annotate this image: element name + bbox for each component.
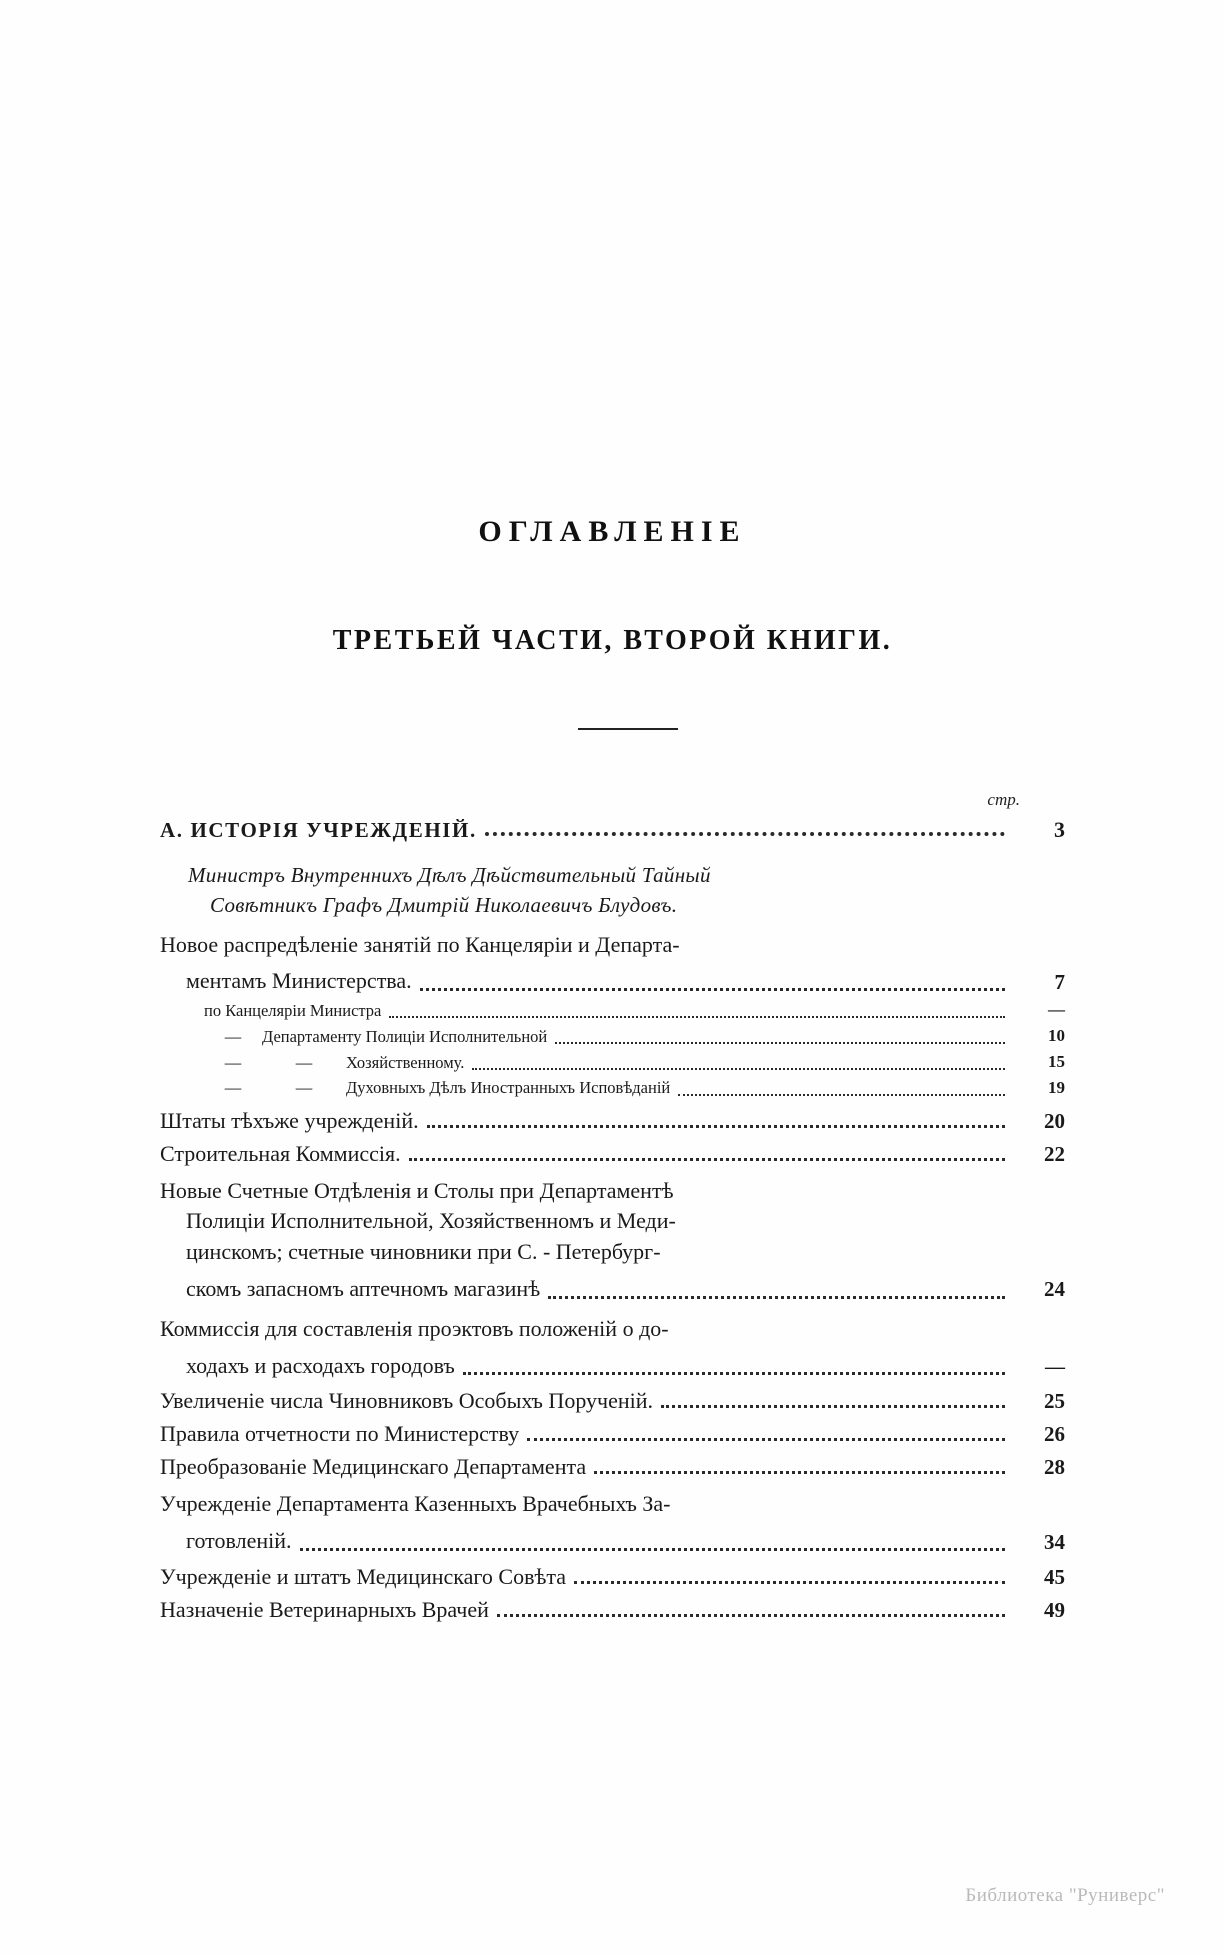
page-subtitle: ТРЕТЬЕЙ ЧАСТИ, ВТОРОЙ КНИГИ. [332, 625, 893, 656]
leader-dots [678, 1091, 1005, 1096]
toc-entry [160, 1454, 1065, 1480]
leader-dots [497, 1611, 1005, 1617]
leader-dots [555, 1039, 1005, 1044]
toc-entry-page: 34 [1044, 1529, 1065, 1554]
toc-entry [160, 930, 1065, 1101]
leader-dots [427, 1122, 1005, 1128]
toc-subentry-label: Хозяйственному. [346, 1052, 465, 1072]
toc-entry [160, 1489, 1065, 1557]
table-of-contents [160, 815, 1065, 1623]
page-column-header: стр. [987, 790, 1020, 809]
toc-entry-line: ментамъ Министерства. [186, 968, 412, 994]
toc-entry-line: Коммиссія для составленія проэктовъ положеній о до- [160, 1315, 669, 1341]
toc-entry-page: 22 [1044, 1141, 1065, 1166]
toc-note [188, 861, 1065, 921]
leader-dots [548, 1293, 1005, 1299]
toc-entry-line: Правила отчетности по Министерству [160, 1421, 520, 1447]
toc-entry-line: Учрежденіе Департамента Казенныхъ Врачебныхъ За- [160, 1491, 671, 1517]
toc-entry-page: — [1045, 1356, 1065, 1379]
toc-subentry-dash: — [295, 1052, 313, 1072]
toc-note-line-1: Министръ Внутреннихъ Дѣлъ Дѣйствительный Тайный [188, 863, 711, 887]
toc-subentry [204, 1049, 1065, 1075]
toc-entry-line: Учрежденіе и штатъ Медицинскаго Совѣта [160, 1563, 567, 1589]
toc-entry-line: Увеличеніе числа Чиновниковъ Особыхъ Порученій. [160, 1388, 654, 1414]
divider-rule [578, 728, 678, 730]
leader-dots [420, 985, 1005, 991]
toc-entry-line: скомъ запасномъ аптечномъ магазинѣ [186, 1275, 541, 1301]
toc-subentry [204, 1023, 1065, 1049]
toc-entry-line: Полиціи Исполнительной, Хозяйственномъ и Меди- [186, 1208, 676, 1234]
toc-entry-page: 24 [1044, 1277, 1065, 1302]
toc-entry-line: цинскомъ; счетные чиновники при С. - Петербург- [186, 1239, 661, 1265]
toc-entry-line: Преобразованіе Медицинскаго Департамента [160, 1454, 587, 1480]
toc-entry [160, 1421, 1065, 1447]
toc-entry-page: 28 [1044, 1455, 1065, 1480]
toc-subentry-dash: — [224, 1078, 242, 1098]
toc-entry [160, 1564, 1065, 1590]
toc-subentries [204, 997, 1065, 1100]
toc-section-heading [160, 817, 1065, 843]
toc-entry-page: 26 [1044, 1422, 1065, 1447]
leader-dots [472, 1065, 1005, 1070]
toc-entry-line: Штаты тѣхъже учрежденій. [160, 1107, 419, 1133]
leader-dots [527, 1435, 1005, 1441]
toc-subentry-page: — [1048, 1000, 1065, 1020]
toc-entry-page: 25 [1044, 1389, 1065, 1414]
toc-subentry [204, 997, 1065, 1023]
library-watermark: Библиотека "Руниверс" [965, 1885, 1165, 1906]
toc-entry-line: готовленій. [186, 1528, 292, 1554]
toc-entry-line: Назначеніе Ветеринарныхъ Врачей [160, 1596, 489, 1622]
toc-subentry-page: 19 [1048, 1077, 1065, 1097]
toc-entry-line: ходахъ и расходахъ городовъ [186, 1352, 455, 1378]
leader-dots [463, 1369, 1005, 1375]
toc-entry [160, 1141, 1065, 1167]
toc-subentry-label: Департаменту Полиціи Исполнительной [262, 1026, 548, 1046]
toc-entry-page: 20 [1044, 1108, 1065, 1133]
toc-section-page: 3 [1054, 817, 1065, 842]
toc-subentry-dash: — [224, 1026, 242, 1046]
toc-entry [160, 1314, 1065, 1382]
leader-dots [485, 829, 1005, 836]
leader-dots [300, 1545, 1005, 1551]
toc-subentry-page: 10 [1048, 1026, 1065, 1046]
leader-dots [409, 1155, 1005, 1161]
toc-subentry-label: по Канцеляріи Министра [204, 1000, 382, 1020]
page-title: ОГЛАВЛЕНІЕ [478, 515, 747, 548]
leader-dots [389, 1013, 1005, 1018]
toc-subentry-page: 15 [1048, 1051, 1065, 1071]
toc-entry-line: Новое распредѣленіе занятій по Канцеляріи и Департа- [160, 931, 680, 957]
toc-entry-page: 45 [1044, 1564, 1065, 1589]
toc-entry-page: 49 [1044, 1597, 1065, 1622]
toc-entry [160, 1108, 1065, 1134]
leader-dots [594, 1468, 1005, 1474]
leader-dots [661, 1402, 1005, 1408]
toc-note-line-2: Совѣтникъ Графъ Дмитрій Николаевичъ Блудовъ. [210, 892, 678, 917]
toc-entry-line: Строительная Коммиссія. [160, 1140, 401, 1166]
leader-dots [574, 1578, 1005, 1584]
toc-entry [160, 1176, 1065, 1305]
toc-subentry-label: Духовныхъ Дѣлъ Иностранныхъ Исповѣданій [346, 1078, 671, 1098]
toc-entry [160, 1597, 1065, 1623]
toc-entry-line: Новые Счетные Отдѣленія и Столы при Департаментѣ [160, 1177, 674, 1203]
toc-section-label: А. ИСТОРІЯ УЧРЕЖДЕНІЙ. [160, 818, 477, 842]
toc-subentry [204, 1075, 1065, 1101]
toc-entry [160, 1388, 1065, 1414]
toc-entry-page: 7 [1054, 969, 1065, 994]
toc-subentry-dash: — [295, 1078, 313, 1098]
toc-subentry-dash: — [224, 1052, 242, 1072]
